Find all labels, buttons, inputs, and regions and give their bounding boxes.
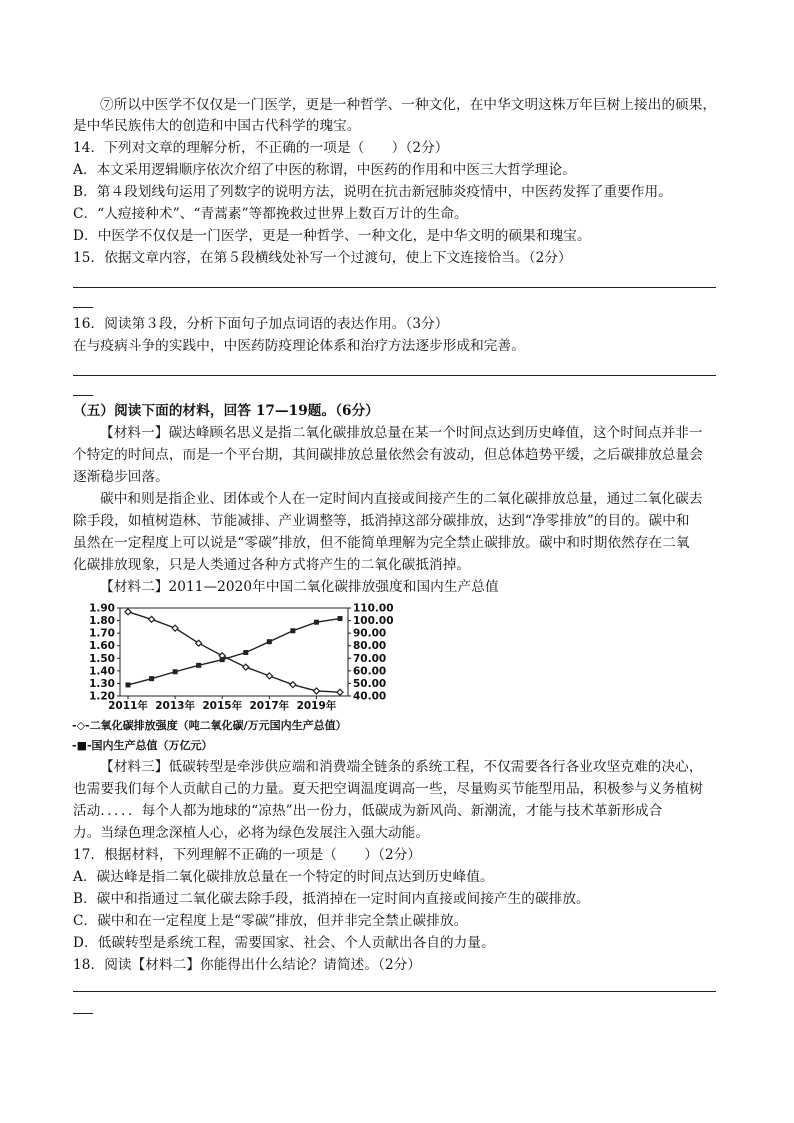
point-gdp	[338, 616, 343, 621]
passage-p7-line1: ⑦所以中医学不仅仅是一门医学，更是一种哲学、一种文化，在中华文明这株万年巨树上接出的硕果，	[100, 97, 717, 113]
q15-answer-line[interactable]	[73, 287, 716, 288]
material3-line3: 活动．．．．．每个人都为地球的“凉热”出一份力，低碳成为新风尚、新潮流，才能与技术革新形成合	[73, 803, 663, 819]
point-gdp	[267, 639, 272, 644]
point-gdp	[173, 669, 178, 674]
y-right-tick-label: 40.00	[353, 690, 387, 703]
point-emission	[337, 689, 343, 695]
q17-option-b: B．碳中和指通过二氧化碳去除手段，抵消掉在一定时间内直接或间接产生的碳排放。	[73, 891, 590, 907]
series-line-emission	[128, 612, 340, 692]
q14-stem: 14．下列对文章的理解分析，不正确的一项是（ ）（2分）	[73, 140, 449, 156]
material1b-line4: 化碳排放现象，只是人类通过各种方式将产生的二氧化碳抵消掉。	[73, 557, 471, 573]
point-gdp	[126, 682, 131, 687]
material3-line4: 力。当绿色理念深植人心，必将为绿色发展注入强大动能。	[73, 825, 430, 841]
legend-item-emission	[72, 717, 347, 733]
material1b-line3: 虽然在一定程度上可以说是“零碳”排放，但不能简单理解为完全禁止碳排放。碳中和时期依然存在二氧	[73, 535, 690, 551]
material3-line2: 也需要我们每个人贡献自己的力量。夏天把空调温度调高一些，尽量购买节能型用品，积极参与义务植树	[73, 781, 703, 797]
point-gdp	[196, 663, 201, 668]
q17-option-c: C．碳中和在一定程度上是“零碳”排放，但并非完全禁止碳排放。	[73, 913, 468, 929]
point-emission	[243, 664, 249, 670]
y-left-tick-label: 1.80	[89, 615, 115, 628]
section5-heading: （五）阅读下面的材料，回答 17—19题。（6分）	[73, 403, 380, 419]
y-right-tick-label: 90.00	[353, 627, 387, 640]
q16-stem: 16．阅读第３段，分析下面句子加点词语的表达作用。（3分）	[73, 316, 449, 332]
y-left-tick-label: 1.20	[89, 690, 115, 703]
q14-option-c: C．“人痘接种术”、“青蒿素”等都挽救过世界上数百万计的生命。	[73, 206, 468, 222]
material2-title: 【材料二】2011—2020年中国二氧化碳排放强度和国内生产总值	[100, 579, 499, 595]
q18-stem: 18．阅读【材料二】你能得出什么结论？请简述。（2分）	[73, 957, 422, 973]
legend-item-gdp	[72, 737, 213, 753]
point-gdp	[314, 620, 319, 625]
q17-option-a: A．碳达峰是指二氧化碳排放总量在一个特定的时间点达到历史峰值。	[73, 869, 494, 885]
y-left-tick-label: 1.60	[89, 640, 115, 653]
q14-option-d: D．中医学不仅仅是一门医学，更是一种哲学、一种文化，是中华文明的硕果和瑰宝。	[73, 228, 591, 244]
q16-answer-line[interactable]	[73, 375, 716, 376]
y-right-tick-label: 50.00	[353, 677, 387, 690]
material1b-line1: 碳中和则是指企业、团体或个人在一定时间内直接或间接产生的二氧化碳排放总量，通过二氧化碳去	[100, 491, 703, 507]
q18-answer-stub	[73, 1013, 93, 1014]
x-tick-label: 2015年	[202, 700, 243, 712]
y-left-tick-label: 1.70	[89, 627, 115, 640]
legend-label-gdp: 国内生产总值（万亿元）	[91, 739, 213, 752]
legend-symbol-emission: -◇-	[72, 719, 90, 732]
y-left-tick-label: 1.40	[89, 665, 115, 678]
q16-answer-stub	[73, 395, 93, 396]
q18-answer-line[interactable]	[73, 991, 716, 992]
point-emission	[313, 688, 319, 694]
material1-line3: 逐渐稳步回落。	[73, 469, 169, 485]
x-tick-label: 2013年	[155, 700, 195, 712]
material1b-line2: 除手段，如植树造林、节能减排、产业调整等，抵消掉这部分碳排放，达到“净零排放”的目的。碳中和	[73, 513, 690, 529]
point-gdp	[220, 657, 225, 662]
q15-stem: 15．依据文章内容，在第５段横线处补写一个过渡句，使上下文连接恰当。（2分）	[73, 250, 572, 266]
series-line-gdp	[128, 619, 340, 685]
material3-line1: 【材料三】低碳转型是牵涉供应端和消费端全链条的系统工程，不仅需要各行各业攻坚克难的决心，	[100, 759, 703, 775]
q17-stem: 17．根据材料，下列理解不正确的一项是（ ）（2分）	[73, 847, 422, 863]
q16-sentence: 在与疫病斗争的实践中，中医药防疫理论体系和治疗方法逐步形成和完善。	[73, 338, 525, 354]
x-tick-label: 2017年	[249, 700, 290, 712]
chart-frame	[120, 608, 348, 696]
material1-line1: 【材料一】碳达峰顾名思义是指二氧化碳排放总量在某一个时间点达到历史峰值，这个时间点并非一	[100, 425, 703, 441]
legend-symbol-gdp: -■-	[72, 739, 92, 752]
point-emission	[125, 609, 131, 615]
q15-answer-stub	[73, 307, 93, 308]
point-emission	[290, 682, 296, 688]
y-left-tick-label: 1.50	[89, 652, 115, 665]
q17-option-d: D．低碳转型是系统工程，需要国家、社会、个人贡献出各自的力量。	[73, 935, 495, 951]
x-tick-label: 2011年	[108, 700, 148, 712]
y-left-tick-label: 1.30	[89, 677, 115, 690]
y-right-tick-label: 110.00	[353, 602, 394, 615]
legend-label-emission: 二氧化碳排放强度（吨二氧化碳/万元国内生产总值）	[89, 719, 347, 732]
q14-option-b: B．第４段划线句运用了列数字的说明方法，说明在抗击新冠肺炎疫情中，中医药发挥了重要作用。	[73, 184, 672, 200]
point-emission	[149, 616, 155, 622]
point-gdp	[290, 628, 295, 633]
material1-line2: 个特定的时间点，而是一个平台期，其间碳排放总量依然会有波动，但总体趋势平缓，之后碳排放总量会	[73, 447, 703, 463]
passage-p7-line2: 是中华民族伟大的创造和中国古代科学的瑰宝。	[73, 118, 361, 134]
y-left-tick-label: 1.90	[89, 602, 115, 615]
y-right-tick-label: 60.00	[353, 665, 387, 678]
point-gdp	[243, 650, 248, 655]
y-right-tick-label: 100.00	[353, 615, 394, 628]
y-right-tick-label: 80.00	[353, 640, 387, 653]
x-tick-label: 2019年	[296, 700, 337, 712]
emission-gdp-chart	[72, 600, 402, 712]
point-emission	[266, 673, 272, 679]
point-gdp	[149, 676, 154, 681]
y-right-tick-label: 70.00	[353, 652, 387, 665]
q14-option-a: A．本文采用逻辑顺序依次介绍了中医的称谓，中医药的作用和中医三大哲学理论。	[73, 162, 576, 178]
